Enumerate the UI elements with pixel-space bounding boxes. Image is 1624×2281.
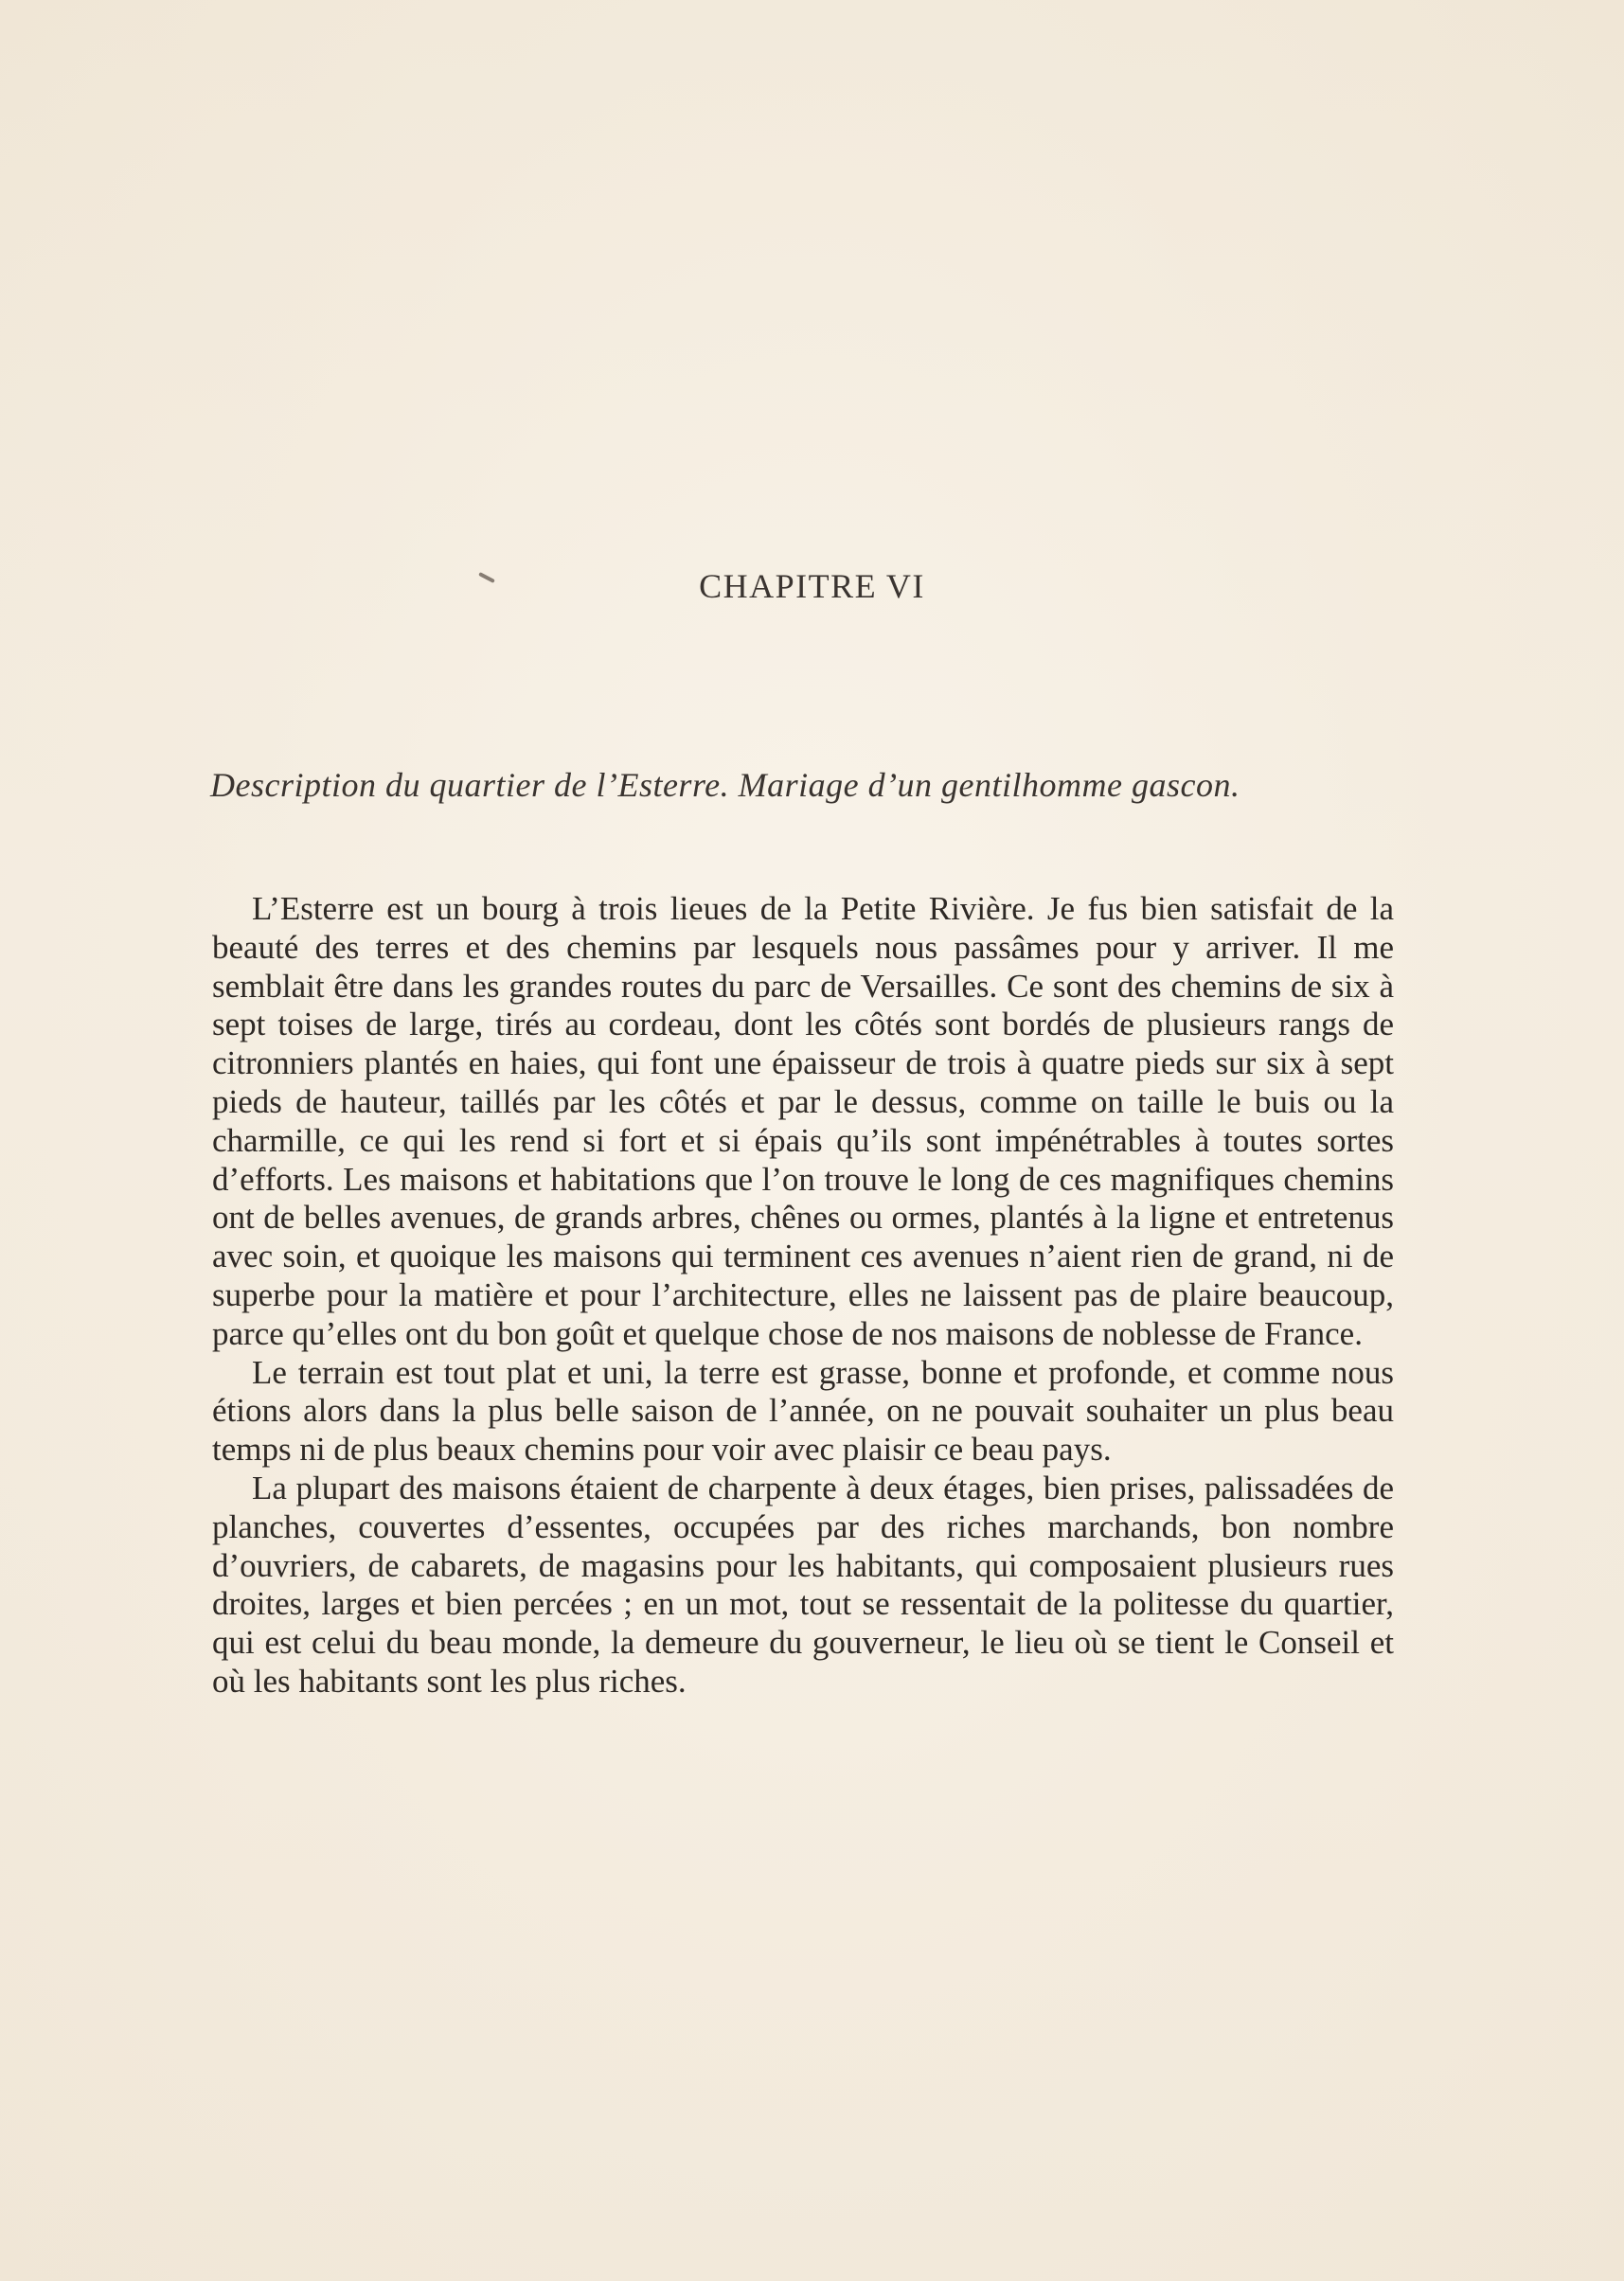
chapter-title: CHAPITRE VI [699, 567, 925, 605]
chapter-body [212, 890, 1394, 1702]
chapter-subtitle: Description du quartier de l’Esterre. Mariage d’un gentilhomme gascon. [210, 766, 1240, 804]
paragraph-2: Le terrain est tout plat et uni, la terre est grasse, bonne et profonde, et comme nous étions alors dans la plus belle saison de l’année, on ne pouvait souhaiter un plus beau temps ni de plus beaux chemins pour voir avec plaisir ce beau pays. [212, 1353, 1394, 1469]
paragraph-3: La plupart des maisons étaient de charpente à deux étages, bien prises, palissadées de planches, couvertes d’essentes, occupées par des riches marchands, bon nombre d’ouvriers, de cabarets, de magasins pour les habitants, qui composaient plusieurs rues droites, larges et bien percées ; en un mot, tout se ressentait de la politesse du quartier, qui est celui du beau monde, la demeure du gouverneur, le lieu où se tient le Conseil et où les habitants sont les plus riches. [212, 1469, 1394, 1700]
paragraph-1: L’Esterre est un bourg à trois lieues de la Petite Rivière. Je fus bien satisfait de la beauté des terres et des chemins par lesquels nous passâmes pour y arriver. Il me semblait être dans les grandes routes du parc de Versailles. Ce sont des chemins de six à sept toises de large, tirés au cordeau, dont les côtés sont bordés de plusieurs rangs de citronniers plantés en haies, qui font une épaisseur de trois à quatre pieds sur six à sept pieds de hauteur, taillés par les côtés et par le dessus, comme on taille le buis ou la charmille, ce qui les rend si fort et si épais qu’ils sont impénétrables à toutes sortes d’efforts. Les maisons et habitations que l’on trouve le long de ces magnifiques chemins ont de belles avenues, de grands arbres, chênes ou ormes, plantés à la ligne et entretenus avec soin, et quoique les maisons qui terminent ces avenues n’aient rien de grand, ni de superbe pour la matière et pour l’architecture, elles ne laissent pas de plaire beaucoup, parce qu’elles ont du bon goût et quelque chose de nos maisons de noblesse de France. [212, 890, 1394, 1352]
